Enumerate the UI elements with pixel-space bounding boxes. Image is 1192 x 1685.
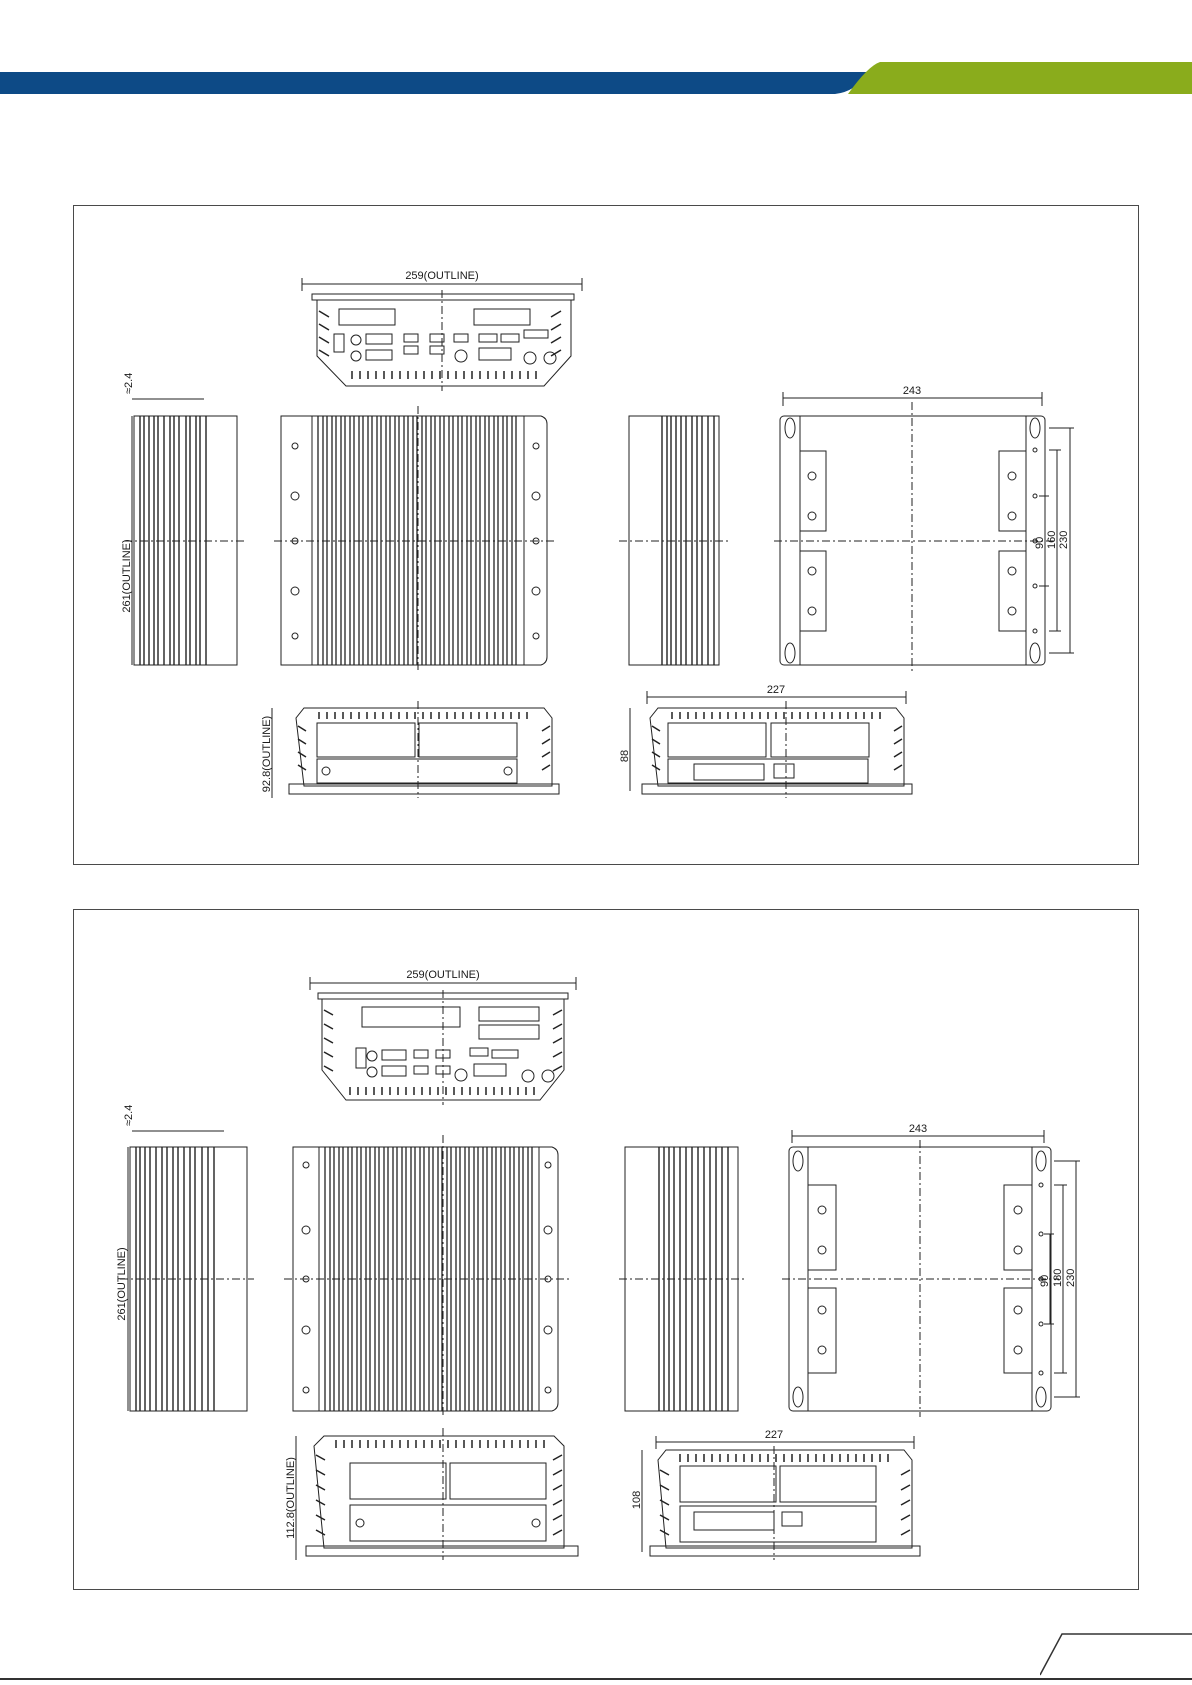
drawing-panel-1 — [73, 205, 1139, 865]
header-blue-bar — [0, 72, 870, 94]
right-side-view — [619, 1147, 744, 1411]
header-band — [0, 0, 1192, 100]
right-side-view — [619, 416, 729, 665]
center-view — [284, 1135, 569, 1417]
front-height-label: 112.8(OUTLINE) — [285, 1457, 297, 1539]
left-side-view — [116, 1105, 254, 1411]
hole-spacing-label-3: 230 — [1058, 530, 1070, 549]
rear-view — [619, 684, 912, 798]
rear-width-label: 227 — [766, 684, 786, 696]
rear-view — [631, 1429, 920, 1560]
front-height-label: 92.8(OUTLINE) — [261, 715, 273, 793]
side-offset-label: ≈2.4 — [123, 1104, 135, 1126]
hole-spacing-label-3: 230 — [1065, 1268, 1077, 1287]
bottom-width-label: 243 — [908, 1123, 928, 1135]
hole-spacing-label-1: 90 — [1034, 536, 1046, 549]
front-view — [261, 701, 559, 798]
drawing-1-svg — [74, 206, 1140, 866]
top-view — [310, 969, 576, 1105]
front-view — [285, 1428, 578, 1560]
rear-height-label: 108 — [631, 1490, 643, 1510]
side-length-label: 261(OUTLINE) — [116, 1247, 128, 1321]
rear-height-label: 88 — [619, 749, 631, 763]
bottom-view — [774, 385, 1074, 671]
left-side-view — [121, 373, 244, 665]
bottom-width-label: 243 — [902, 385, 922, 397]
bottom-view — [782, 1123, 1080, 1417]
top-view — [302, 270, 582, 391]
drawing-panel-2 — [73, 909, 1139, 1590]
footer-line — [0, 1678, 1192, 1680]
hole-spacing-label-2: 160 — [1046, 530, 1058, 549]
hole-spacing-label-2: 180 — [1052, 1268, 1064, 1287]
center-view — [274, 406, 554, 671]
header-green-bar — [848, 62, 1192, 94]
top-view-width-label: 259(OUTLINE) — [406, 969, 480, 981]
hole-spacing-label-1: 90 — [1039, 1274, 1051, 1287]
rear-width-label: 227 — [764, 1429, 784, 1441]
footer-corner — [1040, 1630, 1192, 1678]
side-length-label: 261(OUTLINE) — [121, 539, 133, 613]
side-offset-label: ≈2.4 — [123, 372, 135, 394]
drawing-2-svg — [74, 910, 1140, 1591]
top-view-width-label: 259(OUTLINE) — [405, 270, 479, 282]
